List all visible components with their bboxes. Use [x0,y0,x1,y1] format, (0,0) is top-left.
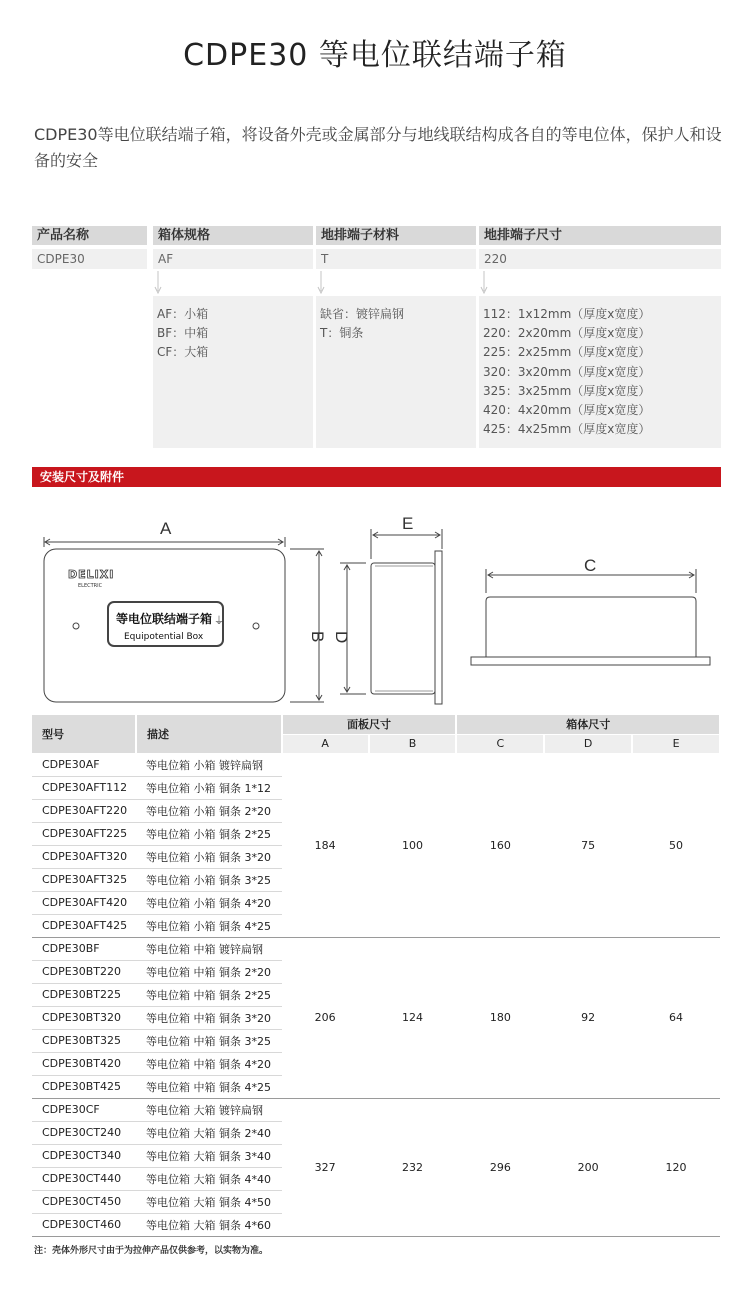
model-cell: CDPE30CF [32,1098,136,1121]
desc-cell: 等电位箱 大箱 铜条 4*50 [136,1190,282,1213]
desc-cell: 等电位箱 大箱 镀锌扁钢 [136,1098,282,1121]
model-cell: CDPE30AFT112 [32,776,136,799]
dimension-drawing [0,505,750,715]
desc-cell: 等电位箱 小箱 铜条 2*25 [136,822,282,845]
size-option: 320：3x20mm（厚度x宽度） [483,364,651,379]
desc-cell: 等电位箱 中箱 铜条 4*25 [136,1075,282,1098]
model-cell: CDPE30AFT320 [32,845,136,868]
dim-cell: 232 [369,1098,457,1236]
desc-cell: 等电位箱 小箱 铜条 2*20 [136,799,282,822]
desc-cell: 等电位箱 小箱 铜条 3*20 [136,845,282,868]
box-options [153,296,313,448]
model-cell: CDPE30CT440 [32,1167,136,1190]
col-d: D [544,734,632,753]
desc-cell: 等电位箱 中箱 镀锌扁钢 [136,937,282,960]
size-options [479,296,721,448]
model-cell: CDPE30AFT420 [32,891,136,914]
desc-cell: 等电位箱 中箱 铜条 2*25 [136,983,282,1006]
size-option: 112：1x12mm（厚度x宽度） [483,307,651,321]
model-cell: CDPE30AFT425 [32,914,136,937]
table-row [32,937,720,960]
desc-cell: 等电位箱 大箱 铜条 4*40 [136,1167,282,1190]
plate-en-text: Equipotential Box [124,632,204,642]
box-option: BF：中箱 [157,326,209,341]
spec-value-size: 220 [479,249,721,269]
desc-cell: 等电位箱 小箱 铜条 3*25 [136,868,282,891]
desc-cell: 等电位箱 小箱 铜条 1*12 [136,776,282,799]
size-option: 425：4x25mm（厚度x宽度） [483,422,651,437]
dim-cell: 200 [544,1098,632,1236]
col-desc: 描述 [136,715,282,753]
brand-logo: DELIXI [68,568,115,581]
model-cell: CDPE30CT450 [32,1190,136,1213]
size-option: 225：2x25mm（厚度x宽度） [483,345,651,360]
footnote: 注：壳体外形尺寸由于为拉伸产品仅供参考，以实物为准。 [34,1246,269,1256]
col-b: B [369,734,457,753]
col-c: C [456,734,544,753]
material-options [316,296,476,448]
ground-symbol-icon: ⏚ [214,616,224,627]
spec-header-box: 箱体规格 [153,226,313,245]
dim-cell: 64 [632,937,720,1098]
size-option: 220：2x20mm（厚度x宽度） [483,326,651,341]
table-row [32,1098,720,1121]
desc-cell: 等电位箱 中箱 铜条 3*25 [136,1029,282,1052]
intro-text: CDPE30等电位联结端子箱，将设备外壳或金属部分与地线联结构成各自的等电位体，保护人和设备的安全 [34,125,722,170]
dim-label-d: D [332,631,351,644]
box-option: AF：小箱 [157,307,209,321]
dim-cell: 120 [632,1098,720,1236]
side-view [371,563,435,694]
desc-cell: 等电位箱 中箱 铜条 2*20 [136,960,282,983]
model-cell: CDPE30BT425 [32,1075,136,1098]
dim-cell: 296 [456,1098,544,1236]
model-cell: CDPE30CT340 [32,1144,136,1167]
desc-cell: 等电位箱 中箱 铜条 3*20 [136,1006,282,1029]
spec-value-box: AF [153,249,313,269]
col-a: A [282,734,369,753]
model-cell: CDPE30AF [32,753,136,776]
dim-label-e: E [402,514,414,533]
model-cell: CDPE30AFT225 [32,822,136,845]
spec-value-name: CDPE30 [32,249,147,269]
col-e: E [632,734,720,753]
dim-cell: 160 [456,753,544,937]
page-title: CDPE30 等电位联结端子箱 [183,38,567,73]
plate-cn-text: 等电位联结端子箱 [116,612,213,626]
dim-label-b: B [308,631,327,643]
model-cell: CDPE30BF [32,937,136,960]
model-cell: CDPE30BT320 [32,1006,136,1029]
model-cell: CDPE30CT460 [32,1213,136,1236]
material-option: T：铜条 [320,326,364,341]
dim-cell: 50 [632,753,720,937]
top-view [486,597,696,657]
desc-cell: 等电位箱 小箱 铜条 4*20 [136,891,282,914]
desc-cell: 等电位箱 大箱 铜条 3*40 [136,1144,282,1167]
col-model: 型号 [32,715,136,753]
spec-arrows [0,269,750,297]
dim-cell: 100 [369,753,457,937]
dim-cell: 327 [282,1098,369,1236]
size-option: 325：3x25mm（厚度x宽度） [483,383,651,398]
spec-value-material: T [316,249,476,269]
model-cell: CDPE30AFT220 [32,799,136,822]
col-panel: 面板尺寸 [282,715,457,734]
dim-cell: 75 [544,753,632,937]
section-title: 安装尺寸及附件 [32,467,721,487]
model-cell: CDPE30AFT325 [32,868,136,891]
table-row [32,753,720,776]
model-cell: CDPE30BT420 [32,1052,136,1075]
size-option: 420：4x20mm（厚度x宽度） [483,403,651,418]
desc-cell: 等电位箱 中箱 铜条 4*20 [136,1052,282,1075]
material-option: 缺省：镀锌扁钢 [320,307,405,321]
model-cell: CDPE30BT325 [32,1029,136,1052]
spec-header-name: 产品名称 [32,226,147,245]
model-cell: CDPE30BT225 [32,983,136,1006]
desc-cell: 等电位箱 大箱 铜条 4*60 [136,1213,282,1236]
dimension-table [32,715,721,1237]
col-box: 箱体尺寸 [456,715,720,734]
model-cell: CDPE30CT240 [32,1121,136,1144]
spec-header-material: 地排端子材料 [316,226,476,245]
dim-label-a: A [160,519,172,538]
dim-label-c: C [584,556,597,575]
brand-sub: ELECTRIC [78,583,103,589]
box-option: CF：大箱 [157,345,209,360]
dim-cell: 92 [544,937,632,1098]
spec-header-size: 地排端子尺寸 [479,226,721,245]
dim-cell: 184 [282,753,369,937]
desc-cell: 等电位箱 小箱 镀锌扁钢 [136,753,282,776]
model-cell: CDPE30BT220 [32,960,136,983]
desc-cell: 等电位箱 大箱 铜条 2*40 [136,1121,282,1144]
dim-cell: 180 [456,937,544,1098]
dim-cell: 206 [282,937,369,1098]
desc-cell: 等电位箱 小箱 铜条 4*25 [136,914,282,937]
dim-cell: 124 [369,937,457,1098]
